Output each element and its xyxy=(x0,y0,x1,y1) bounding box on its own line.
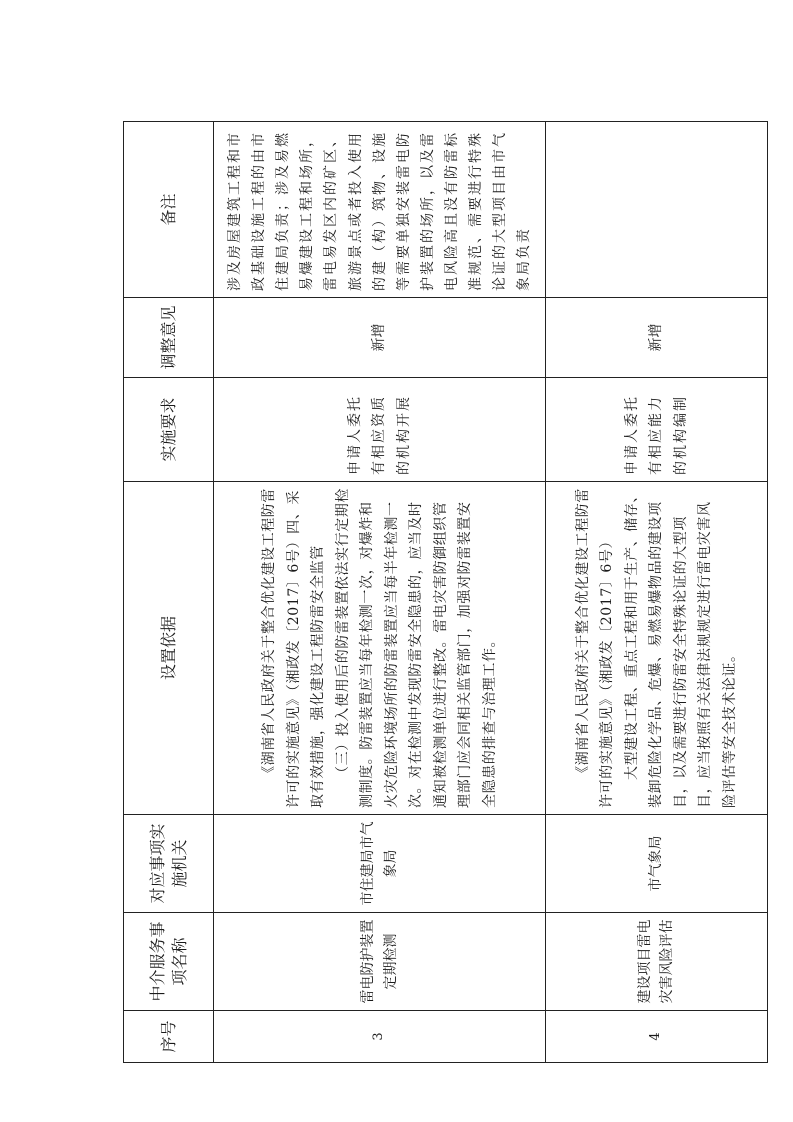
row-adjustment: 新增 xyxy=(214,298,546,378)
row-note: 涉及房屋建筑工程和市政基础设施工程的由市住建局负责；涉及易燃易爆建设工程和场所，雷电易发区内的矿区、旅游景点或者投入使用的建（构）筑物、设施等需要单独安装雷电防护装置的场所，以及雷电风险高且没有防雷标准规范、需要进行特殊论证的大型项目由市气象局负责 xyxy=(214,122,546,298)
header-name: 中介服务事项名称 xyxy=(124,913,214,1011)
intermediary-services-table xyxy=(123,121,768,1063)
header-requirement: 实施要求 xyxy=(124,378,214,482)
table-header-row xyxy=(124,122,214,1063)
header-seq: 序号 xyxy=(124,1011,214,1063)
header-adjustment: 调整意见 xyxy=(124,298,214,378)
row-note xyxy=(545,122,767,298)
table-row xyxy=(545,122,767,1063)
basis-paragraph: 《湖南省人民政府关于整合优化建设工程防雷许可的实施意见》（湘政发〔2017〕6号） xyxy=(574,488,616,808)
row-seq: 3 xyxy=(214,1011,546,1063)
rotated-table-page xyxy=(123,122,768,1063)
row-adjustment: 新增 xyxy=(545,298,767,378)
row-service-name: 建设项目雷电灾害风险评估 xyxy=(545,913,767,1011)
row-seq: 4 xyxy=(545,1011,767,1063)
row-basis xyxy=(214,482,546,815)
row-authority: 市气象局 xyxy=(545,815,767,913)
header-org: 对应事项实施机关 xyxy=(124,815,214,913)
table-row xyxy=(214,122,546,1063)
row-authority: 市住建局市气象局 xyxy=(214,815,546,913)
header-basis: 设置依据 xyxy=(124,482,214,815)
header-note: 备注 xyxy=(124,122,214,298)
row-service-name: 雷电防护装置定期检测 xyxy=(214,913,546,1011)
basis-paragraph: 《湖南省人民政府关于整合优化建设工程防雷许可的实施意见》（湘政发〔2017〕6号）四、采取有效措施，强化建设工程防雷安全监管 xyxy=(261,488,327,808)
basis-paragraph: 大型建设工程、重点工程和用于生产、储存、装卸危险化学品、危爆、易燃易爆物品的建设项目，以及需要进行防雷安全特殊论证的大型项目，应当按照有关法律法规规定进行雷电灾害风险评估等安全技术论证。 xyxy=(623,488,738,808)
row-requirement: 申请人委托有相应能力的机构编制 xyxy=(545,378,767,482)
row-basis xyxy=(545,482,767,815)
basis-paragraph: （三）投入使用后的防雷装置依法实行定期检测制度。防雷装置应当每年检测一次，对爆炸和火灾危险环境场所的防雷装置应当每半年检测一次。对在检测中发现防雷安全隐患的，应当及时通知被检测单位进行整改。雷电灾害防御组织管理部门应会同相关监管部门，加强对防雷装置安全隐患的排查与治理工作。 xyxy=(334,488,498,808)
row-requirement: 申请人委托有相应资质的机构开展 xyxy=(214,378,546,482)
